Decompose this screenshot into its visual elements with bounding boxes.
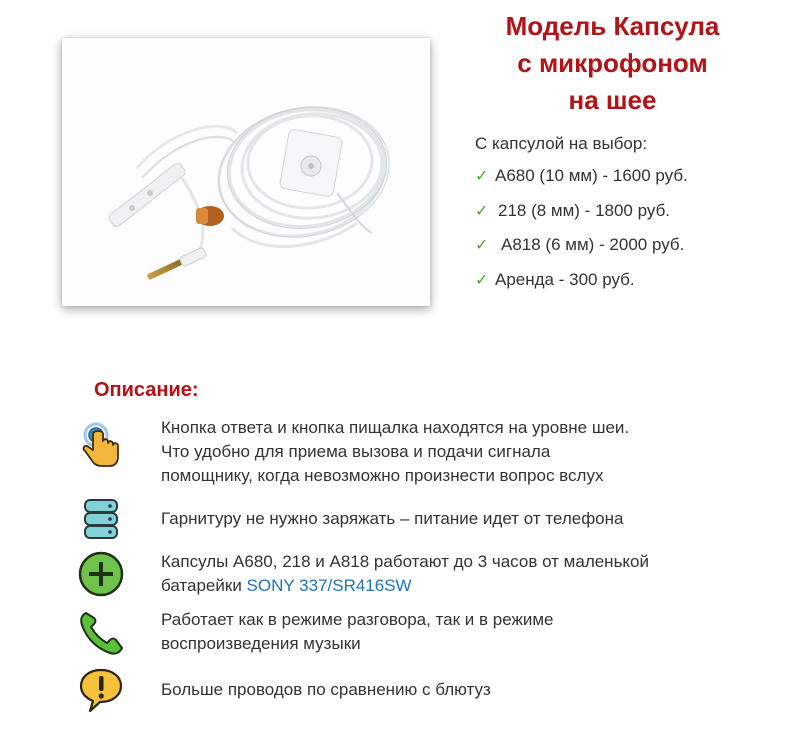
price-item bbox=[475, 270, 688, 305]
title-line-2: с микрофоном bbox=[517, 48, 708, 78]
feature-text bbox=[161, 416, 629, 488]
feature-text bbox=[161, 507, 623, 531]
title-line-1: Модель Капсула bbox=[505, 11, 720, 41]
feature-line bbox=[161, 574, 649, 598]
check-icon: ✓ bbox=[475, 237, 489, 254]
description-heading: Описание: bbox=[94, 379, 199, 401]
exclamation-bubble-icon bbox=[76, 665, 126, 715]
touch-button-icon bbox=[76, 420, 126, 470]
feature-text bbox=[161, 678, 491, 702]
feature-line: воспроизведения музыки bbox=[161, 634, 361, 653]
feature-line: Капсулы А680, 218 и А818 работают до 3 часов от маленькой bbox=[161, 552, 650, 571]
price-item-text: А680 (10 мм) - 1600 руб. bbox=[495, 166, 688, 185]
plus-circle-icon bbox=[76, 549, 126, 599]
feature-line: помощнику, когда невозможно произнести вопрос вслух bbox=[161, 466, 604, 485]
battery-model-link[interactable]: SONY 337/SR416SW bbox=[246, 576, 412, 595]
price-item-text: 218 (8 мм) - 1800 руб. bbox=[498, 200, 671, 220]
price-list bbox=[475, 166, 688, 304]
headset-illustration bbox=[62, 38, 430, 306]
database-icon bbox=[76, 494, 126, 544]
phone-icon bbox=[76, 607, 126, 657]
feature-line: Больше проводов по сравнению с блютуз bbox=[161, 680, 491, 699]
feature-line: Гарнитуру не нужно заряжать – питание идет от телефона bbox=[161, 509, 624, 528]
feature-text bbox=[161, 608, 554, 656]
title-line-3: на шее bbox=[568, 85, 657, 115]
price-item bbox=[475, 235, 688, 270]
check-icon: ✓ bbox=[475, 168, 489, 185]
check-icon: ✓ bbox=[475, 202, 489, 220]
price-item-text: А818 (6 мм) - 2000 руб. bbox=[501, 235, 685, 254]
product-photo bbox=[62, 38, 430, 306]
check-icon: ✓ bbox=[475, 271, 489, 289]
feature-text bbox=[161, 550, 649, 598]
capsule-choice-label: С капсулой на выбор: bbox=[475, 134, 648, 153]
product-title bbox=[440, 8, 785, 119]
feature-line: Кнопка ответа и кнопка пищалка находятся на уровне шеи. bbox=[161, 418, 630, 437]
price-item bbox=[475, 166, 688, 201]
feature-line: Работает как в режиме разговора, так и в режиме bbox=[161, 610, 554, 629]
feature-line-prefix: батарейки bbox=[161, 576, 247, 595]
price-item-text: Аренда - 300 руб. bbox=[495, 269, 635, 289]
feature-line: Что удобно для приема вызова и подачи сигнала bbox=[161, 442, 551, 461]
price-item bbox=[475, 201, 688, 236]
